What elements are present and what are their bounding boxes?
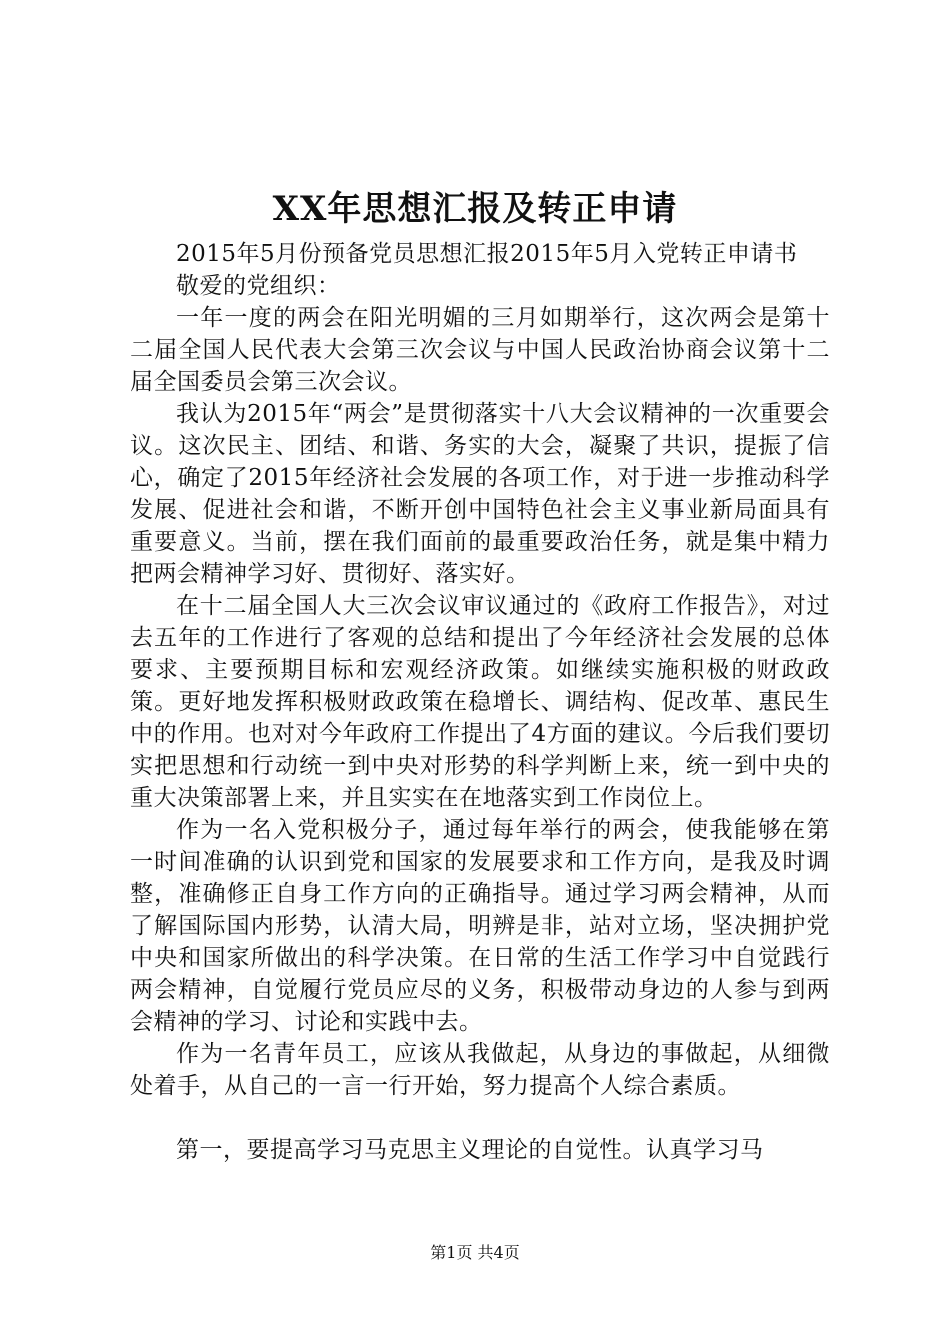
paragraph: 作为一名入党积极分子，通过每年举行的两会，使我能够在第一时间准确的认识到党和国家的发展要求和工作方向，是我及时调整，准确修正自身工作方向的正确指导。通过学习两会精神，从而了解国际国内形势，认清大局，明辨是非，站对立场，坚决拥护党中央和国家所做出的科学决策。在日常的生活工作学习中自觉践行两会精神，自觉履行党员应尽的义务，积极带动身边的人参与到两会精神的学习、讨论和实践中去。 <box>130 817 830 1035</box>
paragraph: 第一，要提高学习马克思主义理论的自觉性。认真学习马 <box>176 1137 764 1163</box>
paragraph: 我认为2015年“两会”是贯彻落实十八大会议精神的一次重要会议。这次民主、团结、和谐、务实的大会，凝聚了共识，提振了信心，确定了2015年经济社会发展的各项工作，对于进一步推动科学发展、促进社会和谐，不断开创中国特色社会主义事业新局面具有重要意义。当前，摆在我们面前的最重要政治任务，就是集中精力把两会精神学习好、贯彻好、落实好。 <box>130 401 830 587</box>
paragraph: 在十二届全国人大三次会议审议通过的《政府工作报告》，对过去五年的工作进行了客观的总结和提出了今年经济社会发展的总体要求、主要预期目标和宏观经济政策。如继续实施积极的财政政策。更好地发挥积极财政政策在稳增长、调结构、促改革、惠民生中的作用。也对对今年政府工作提出了4方面的建议。今后我们要切实把思想和行动统一到中央对形势的科学判断上来，统一到中央的重大决策部署上来，并且实实在在地落实到工作岗位上。 <box>130 593 830 811</box>
paragraph: 作为一名青年员工，应该从我做起，从身边的事做起，从细微处着手，从自己的一言一行开始，努力提高个人综合素质。 <box>130 1041 830 1099</box>
page-number-footer: 第1页 共4页 <box>430 1243 520 1262</box>
paragraph-subtitle: 2015年5月份预备党员思想汇报2015年5月入党转正申请书 <box>176 241 798 267</box>
paragraph-salutation: 敬爱的党组织： <box>176 273 341 299</box>
document-body <box>130 238 830 1166</box>
document-title: XX年思想汇报及转正申请 <box>272 189 678 229</box>
paragraph: 一年一度的两会在阳光明媚的三月如期举行，这次两会是第十二届全国人民代表大会第三次会议与中国人民政治协商会议第十二届全国委员会第三次会议。 <box>130 305 830 395</box>
